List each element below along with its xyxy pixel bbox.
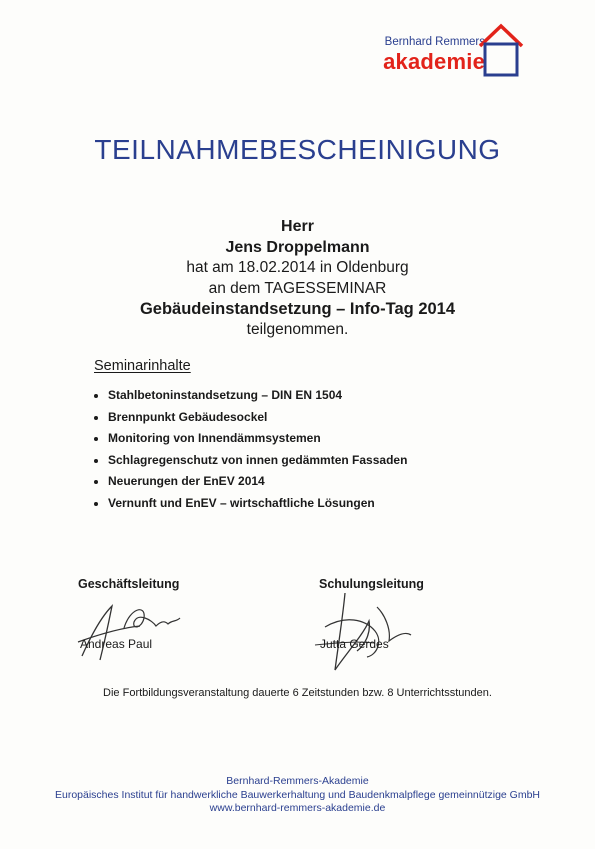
signature-role-right: Schulungsleitung [319,577,424,591]
certificate-title: TEILNAHMEBESCHEINIGUNG [94,134,501,165]
closing-text: teilgenommen. [246,320,349,338]
signatory-name-right: Jutta Gerdes [320,637,389,651]
footer-website: www.bernhard-remmers-akademie.de [209,802,386,814]
list-item: Monitoring von Innendämmsystemen [90,428,407,450]
contents-heading: Seminarinhalte [94,358,191,374]
footer [0,775,595,816]
recipient-name: Jens Droppelmann [225,238,370,256]
signature-left [60,598,190,668]
event-type: an dem TAGESSEMINAR [208,279,387,297]
salutation: Herr [281,218,314,235]
date-place: hat am 18.02.2014 in Oldenburg [186,259,409,276]
list-item: Neuerungen der EnEV 2014 [90,471,407,493]
signatory-name-left: Andreas Paul [80,637,153,651]
list-item: Vernunft und EnEV – wirtschaftliche Lösungen [90,493,407,515]
footer-org: Bernhard-Remmers-Akademie [226,775,369,787]
logo-text-line2: akademie [383,49,485,74]
signature-right [305,585,415,680]
akademie-logo [345,22,575,82]
seminar-title: Gebäudeinstandsetzung – Info-Tag 2014 [139,300,456,318]
list-item: Brennpunkt Gebäudesockel [90,407,407,429]
house-outline-icon [477,22,525,78]
logo-text-line1: Bernhard Remmers [384,36,485,48]
duration-note: Die Fortbildungsveranstaltung dauerte 6 Zeitstunden bzw. 8 Unterrichtsstunden. [103,687,492,699]
list-item: Schlagregenschutz von innen gedämmten Fassaden [90,450,407,472]
list-item: Stahlbetoninstandsetzung – DIN EN 1504 [90,385,407,407]
signature-role-left: Geschäftsleitung [78,577,180,591]
recipient-block [0,217,595,340]
footer-institute: Europäisches Institut für handwerkliche Bauwerkerhaltung und Baudenkmalpflege gemeinnützige GmbH [54,788,541,801]
contents-list [90,385,407,514]
